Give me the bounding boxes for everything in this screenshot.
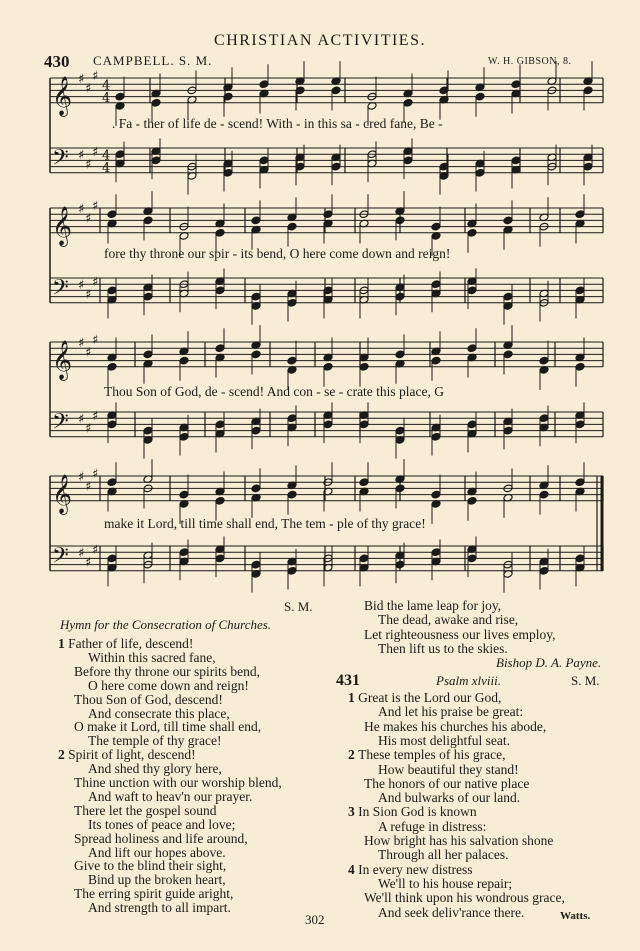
time-signature-bottom: 4 [102,160,111,176]
verse-text: Thou Son of God, descend! [74,691,223,707]
sharp-icon: ♯ [92,68,99,84]
sharp-icon: ♯ [78,412,85,428]
sharp-icon: ♯ [92,332,99,348]
verse-text: The erring spirit guide aright, [74,886,234,902]
verse-number: 4 [348,861,359,877]
sharp-icon: ♯ [78,278,85,294]
verse-text: O here come down and reign! [88,677,249,693]
treble-clef-icon: 𝄞 [52,205,73,246]
verse-text: His most delightful seat. [378,732,510,748]
sharp-icon: ♯ [92,466,99,482]
verse-text: Let righteousness our lives employ, [364,626,556,642]
sharp-icon: ♯ [85,287,92,303]
verse-text: Spread holiness and life around, [74,830,248,846]
sharp-icon: ♯ [85,479,92,495]
lyric-line-2: fore thy throne our spir - its bend, O here come down and reign! [104,246,451,261]
verse-text: And let his praise be great: [378,704,524,720]
verse-number: 2 [348,747,359,763]
verse-text: And waft to heav'n our prayer. [88,788,253,804]
hymn431-line [378,905,524,921]
sharp-icon: ♯ [85,555,92,571]
verse-text: The honors of our native place [364,775,530,791]
sharp-icon: ♯ [78,72,85,87]
hymn431-meter: S. M. [571,673,600,688]
time-signature-bottom: 4 [102,90,111,106]
verse-text: We'll to his house repair; [378,875,513,891]
sharp-icon: ♯ [78,148,85,164]
sharp-icon: ♯ [92,198,99,214]
bass-clef-icon: 𝄢 [52,275,69,306]
bass-clef-icon: 𝄢 [52,543,69,574]
verse-text: Great is the Lord our God, [358,690,502,705]
verse-text: We'll think upon his wondrous grace, [364,890,565,906]
verse-text: Its tones of peace and love; [88,816,236,832]
sharp-icon: ♯ [78,336,85,351]
sharp-icon: ♯ [92,409,99,425]
sharp-icon: ♯ [85,211,92,227]
verse-text: There let the gospel sound [74,802,217,818]
verse-text: Through all her palaces. [378,847,509,863]
verse-text: Before thy throne our spirits bend, [74,663,260,679]
lyric-line-4: make it Lord, till time shall end, The tem - ple of thy grace! [104,516,426,531]
verse-text: Bid the lame leap for joy, [364,598,502,613]
verse-text: In Sion God is known [358,804,477,820]
hymn430-line [88,900,231,916]
time-signature-top: 4 [102,148,111,164]
verse-text: The dead, awake and rise, [378,612,519,628]
verse-text: Father of life, descend! [68,636,194,651]
sharp-icon: ♯ [78,546,85,562]
verse-text: In every new distress [358,861,473,877]
sharp-icon: ♯ [92,543,99,559]
lyric-line-3: Thou Son of God, de - scend! And con - se - crate this place, G [104,384,445,399]
hymn431-title: Psalm xlviii. [436,673,501,688]
verse-text: And strength to all impart. [88,900,231,916]
verse-text: Bind up the broken heart, [88,872,226,888]
verse-number: 3 [348,804,359,820]
sharp-icon: ♯ [78,470,85,485]
verse-text: A refuge in distress: [378,818,487,834]
hymn430-meter: S. M. [284,599,313,614]
sharp-icon: ♯ [85,157,92,173]
verse-text: And bulwarks of our land. [378,790,521,806]
sharp-icon: ♯ [92,145,99,161]
sharp-icon: ♯ [78,202,85,217]
verse-text: Within this sacred fane, [88,649,216,665]
treble-clef-icon: 𝄞 [52,473,73,514]
page-number: 302 [305,912,325,927]
verse-text: How bright has his salvation shone [364,833,554,848]
verse-text: Then lift us to the skies. [378,641,508,657]
hymn-number-431: 431 [336,672,360,689]
bass-clef-icon: 𝄢 [52,145,69,176]
sharp-icon: ♯ [85,345,92,361]
bass-clef-icon: 𝄢 [52,409,69,440]
verse-text: O make it Lord, till time shall end, [74,719,262,735]
verse-text: How beautiful they stand! [378,761,519,777]
verse-text: The temple of thy grace! [88,733,222,749]
verse-number: 1 [348,690,359,705]
verse-text: Give to the blind their sight, [74,858,227,874]
time-signature-top: 4 [102,78,111,94]
hymn-number-430: 430 [44,52,70,71]
lyric-line-1: . Fa - ther of life de - scend! With - in this sa - cred fane, Be - [112,116,443,131]
treble-clef-icon: 𝄞 [52,339,73,380]
verse-text: Spirit of light, descend! [68,747,196,763]
sharp-icon: ♯ [92,275,99,291]
hymn431-author: Watts. [560,910,591,922]
sharp-icon: ♯ [85,81,92,97]
verse-number: 2 [58,747,69,763]
composer-credit: W. H. GIBSON, 8. [488,56,572,67]
verse-text: Thine unction with our worship blend, [74,775,282,790]
verse-text: And seek deliv'rance there. [378,904,525,920]
verse-text: These temples of his grace, [358,747,506,763]
sharp-icon: ♯ [85,421,92,437]
treble-clef-icon: 𝄞 [52,75,73,116]
verse-text: He makes his churches his abode, [364,718,547,734]
verse-number: 1 [58,636,69,651]
verse-text: And shed thy glory here, [88,761,222,777]
hymn430-title: Hymn for the Consecration of Churches. [60,617,272,632]
page-header: CHRISTIAN ACTIVITIES. [214,32,426,49]
verse-text: And consecrate this place, [88,705,230,721]
tune-name: CAMPBELL. S. M. [93,53,213,68]
verse-text: And lift our hopes above. [88,844,226,860]
hymn430-author: Bishop D. A. Payne. [496,655,602,670]
hymn430-cont-line [378,641,508,657]
